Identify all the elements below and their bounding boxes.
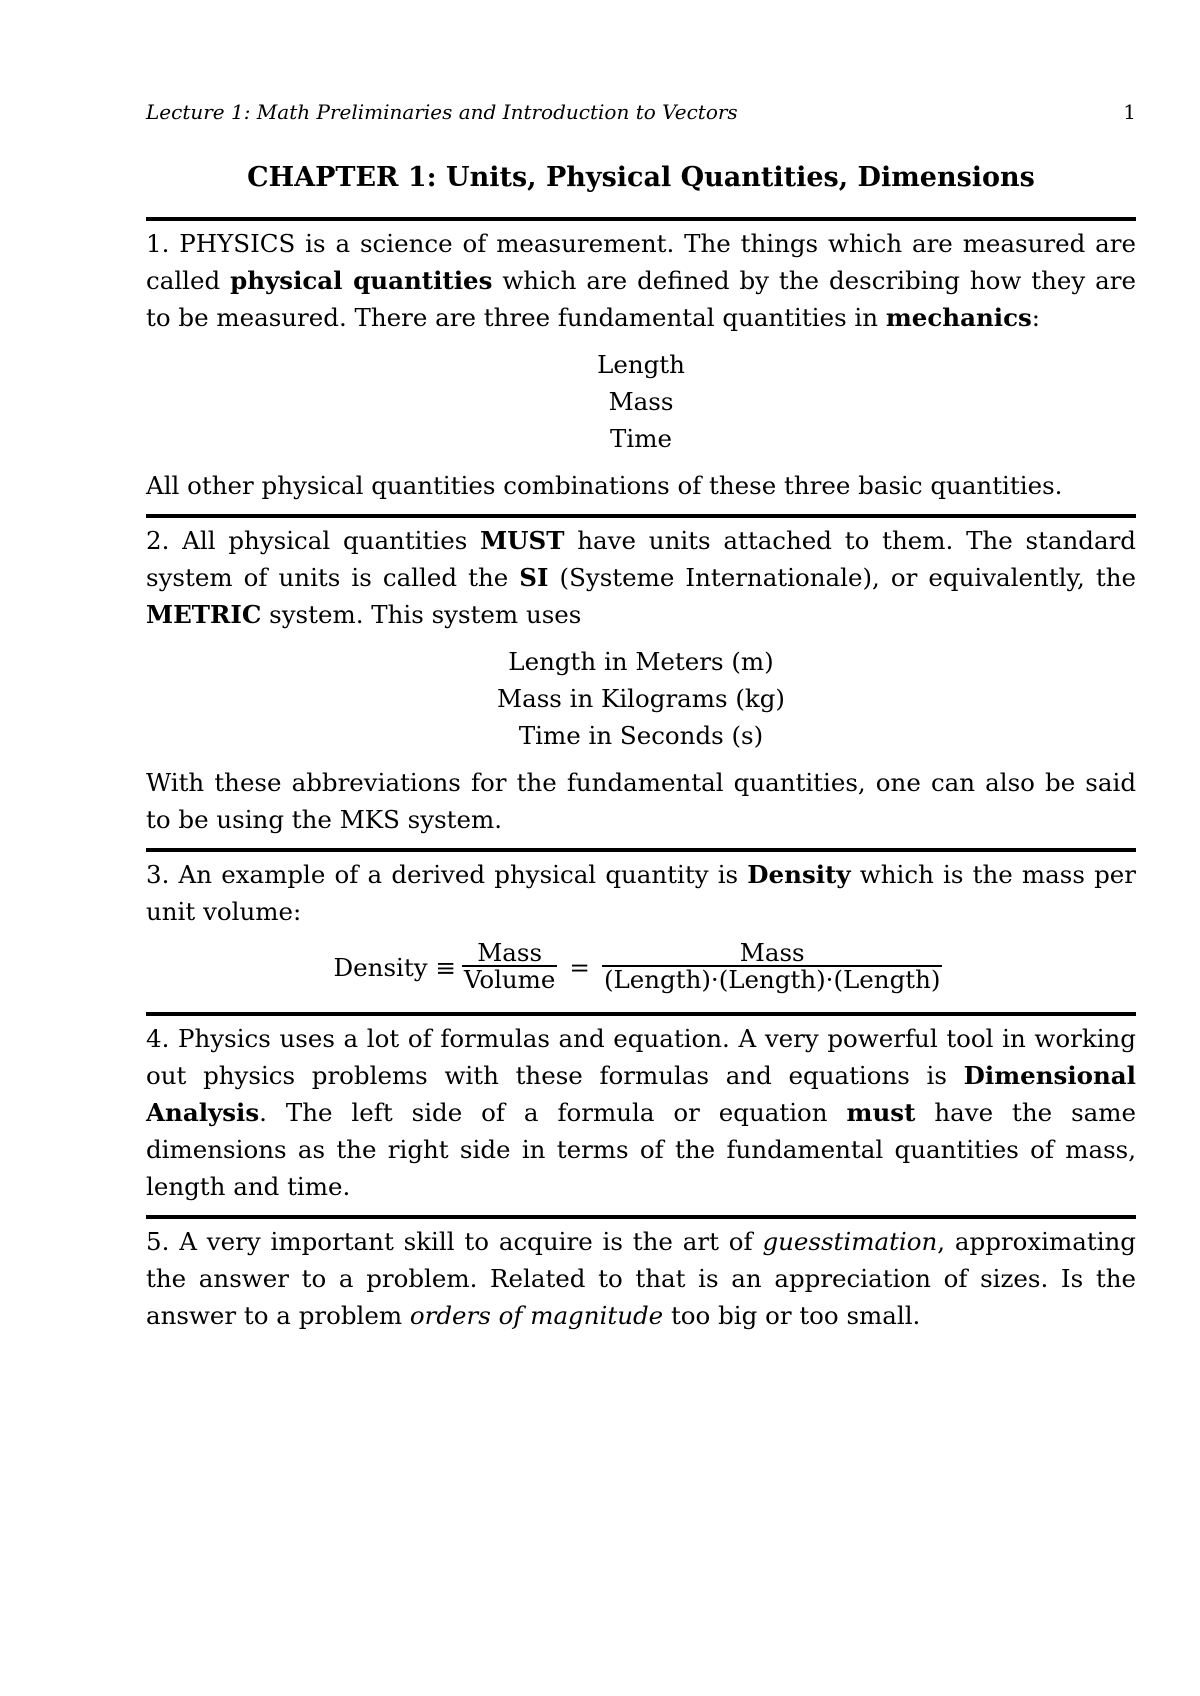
section-2-text bbox=[146, 522, 1136, 633]
section-divider bbox=[146, 1215, 1136, 1219]
text-run: , approximating the answer to a problem. Related to that is an appreciation of sizes. Is the answer to a problem bbox=[146, 1227, 1136, 1330]
section-1-text bbox=[146, 225, 1136, 336]
section-5 bbox=[146, 1223, 1136, 1344]
equals-sign: = bbox=[569, 952, 590, 982]
section-3 bbox=[146, 856, 1136, 1012]
text-run: system. This system uses bbox=[261, 600, 582, 629]
fundamental-quantities-list bbox=[146, 346, 1136, 457]
fraction-numerator: Mass bbox=[739, 938, 805, 967]
fraction-mass-length-cubed bbox=[602, 938, 943, 994]
section-5-text bbox=[146, 1223, 1136, 1334]
text-run: 5. A very important skill to acquire is the art of bbox=[146, 1227, 763, 1256]
running-title: Lecture 1: Math Preliminaries and Introduction to Vectors bbox=[146, 100, 738, 124]
section-divider bbox=[146, 514, 1136, 518]
text-run: have the same dimensions as the right side in terms of the fundamental quantities of mass, length and time. bbox=[146, 1098, 1136, 1201]
list-item: Length bbox=[597, 350, 685, 379]
page-number: 1 bbox=[1123, 100, 1136, 124]
term-mechanics: mechanics bbox=[885, 303, 1032, 332]
section-divider bbox=[146, 1012, 1136, 1016]
term-guesstimation: guesstimation bbox=[762, 1227, 938, 1256]
density-equation bbox=[146, 934, 1136, 1000]
text-run: 1. PHYSICS is a science of measurement. The things which are measured are called bbox=[146, 229, 1136, 295]
term-physical-quantities: physical quantities bbox=[230, 266, 493, 295]
fraction-denominator: (Length)·(Length)·(Length) bbox=[603, 965, 941, 994]
section-1-closing: All other physical quantities combinations of these three basic quantities. bbox=[146, 471, 1063, 500]
text-run: (Systeme Internationale), or equivalently, the bbox=[548, 563, 1136, 592]
section-divider bbox=[146, 848, 1136, 852]
running-header bbox=[146, 100, 1136, 140]
si-units-list bbox=[146, 643, 1136, 754]
text-run: which is the mass per unit volume: bbox=[146, 860, 1136, 926]
section-3-text bbox=[146, 856, 1136, 930]
text-run: 3. An example of a derived physical quantity is bbox=[146, 860, 748, 889]
text-run: 2. All physical quantities bbox=[146, 526, 481, 555]
term-must-lower: must bbox=[846, 1098, 916, 1127]
list-item: Time bbox=[610, 424, 672, 453]
fraction-numerator: Mass bbox=[477, 938, 543, 967]
section-1 bbox=[146, 225, 1136, 514]
document-page bbox=[146, 100, 1136, 1344]
text-run: too big or too small. bbox=[663, 1301, 921, 1330]
section-2-closing: With these abbreviations for the fundamental quantities, one can also be said to be using the MKS system. bbox=[146, 768, 1136, 834]
list-item: Mass in Kilograms (kg) bbox=[497, 684, 785, 713]
text-run: : bbox=[1031, 303, 1041, 332]
fraction-denominator: Volume bbox=[463, 965, 556, 994]
text-run: . The left side of a formula or equation bbox=[259, 1098, 847, 1127]
section-4 bbox=[146, 1020, 1136, 1215]
list-item: Time in Seconds (s) bbox=[518, 721, 764, 750]
text-run: have units attached to them. The standard system of units is called the bbox=[146, 526, 1136, 592]
list-item: Length in Meters (m) bbox=[508, 647, 774, 676]
term-must: MUST bbox=[480, 526, 565, 555]
text-run: which are defined by the describing how they are to be measured. There are three fundamental quantities in bbox=[146, 266, 1137, 332]
term-metric: METRIC bbox=[146, 600, 262, 629]
chapter-title: CHAPTER 1: Units, Physical Quantities, Dimensions bbox=[247, 162, 1035, 193]
section-divider bbox=[146, 217, 1136, 221]
text-run: 4. Physics uses a lot of formulas and equation. A very powerful tool in working out physics problems with these formulas and equations is bbox=[146, 1024, 1136, 1090]
section-2 bbox=[146, 522, 1136, 848]
term-si: SI bbox=[519, 563, 549, 592]
term-density: Density bbox=[747, 860, 851, 889]
term-dimensional-analysis: Dimensional Analysis bbox=[146, 1061, 1136, 1127]
term-orders-of-magnitude: orders of magnitude bbox=[409, 1301, 664, 1330]
fraction-mass-volume bbox=[462, 938, 558, 994]
equation-lhs: Density ≡ bbox=[333, 952, 456, 982]
list-item: Mass bbox=[608, 387, 674, 416]
section-4-text bbox=[146, 1020, 1136, 1205]
